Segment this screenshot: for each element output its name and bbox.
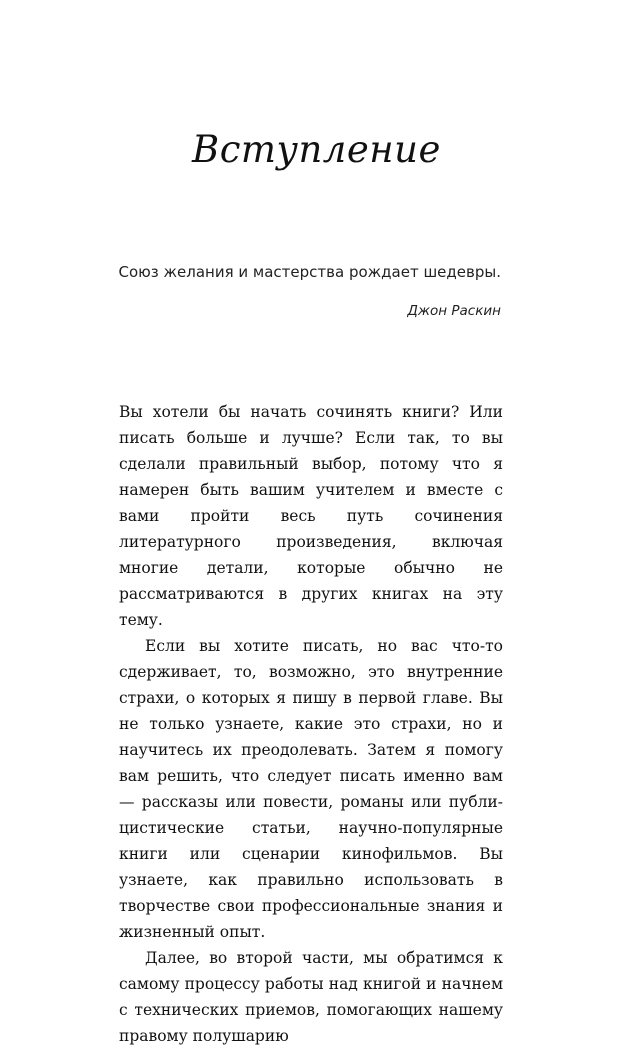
body-text [119,399,503,1049]
epigraph-author: Джон Раскин [407,303,501,319]
epigraph [81,262,501,320]
epigraph-quote: Союз желания и мастерства рождает шедевры. [118,263,501,281]
paragraph-1: Вы хотели бы начать сочинять книги? Или писать больше и лучше? Если так, то вы сделали правильный выбор, потому что я намерен быть вашим учителем и вместе с вами пройти весь путь сочинения литературного произведения, включая многие детали, которые обычно не рассматриваются в других книгах на эту тему. [119,403,503,629]
chapter-title: Вступление [192,128,441,171]
paragraph-3: Далее, во второй части, мы обратимся к самому процессу работы над книгой и начнем с технических приемов, помогающих нашему правому полушарию [119,949,503,1045]
paragraph-2: Если вы хотите писать, но вас что-то сдерживает, то, возможно, это внутренние страхи, о которых я пишу в первой главе. Вы не только узнаете, какие это страхи, но и научитесь их преодолевать. Затем я помогу вам решить, что следует писать именно вам — рассказы или повести, романы или публицистические статьи, научно-популярные книги или сценарии кинофильмов. Вы узнаете, как правильно использовать в творчестве свои профессиональные знания и жизненный опыт. [119,637,503,941]
